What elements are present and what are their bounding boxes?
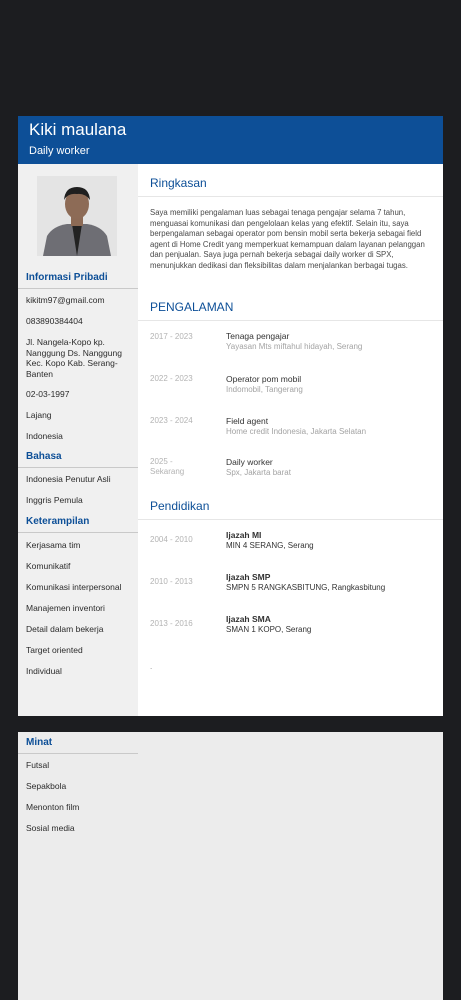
- experience-title-text: Field agent: [226, 416, 269, 426]
- experience-date: 2023 - 2024: [150, 416, 193, 425]
- education-title-text: Ijazah SMP: [226, 572, 271, 582]
- person-role: Daily worker: [29, 145, 90, 157]
- experience-title-text: Daily worker: [226, 457, 273, 467]
- education-title: Pendidikan: [150, 499, 210, 513]
- education-place: SMAN 1 KOPO, Serang: [226, 625, 312, 634]
- education-title-text: Ijazah SMA: [226, 614, 271, 624]
- interests-title: Minat: [26, 737, 53, 748]
- phone-text: 083890384404: [26, 316, 83, 326]
- skill-item: Target oriented: [26, 645, 83, 655]
- divider: [18, 288, 138, 289]
- resume-page-2: [18, 732, 443, 1000]
- education-place: SMPN 5 RANGKASBITUNG, Rangkasbitung: [226, 583, 386, 592]
- skill-item: Detail dalam bekerja: [26, 624, 104, 634]
- resume-header: [18, 116, 443, 164]
- education-date: 2010 - 2013: [150, 577, 193, 586]
- experience-date: 2017 - 2023: [150, 332, 193, 341]
- divider: [18, 532, 138, 533]
- language-item: Indonesia Penutur Asli: [26, 474, 111, 484]
- summary-text: Saya memiliki pengalaman luas sebagai tenaga pengajar selama 7 tahun, menguasai komunikasi dan pengelolaan kelas yang efektif. Selain itu, saya berpengalaman sebagai operator pom bensin mobil serta bekerja sebagai field agent di Home Credit yang memperkuat kemampuan dalam layanan pelanggan dan penjualan. Saya juga pernah bekerja sebagai daily worker di SPX, menunjukkan dedikasi dan fleksibilitas dalam menjalankan berbagai tugas.: [150, 208, 425, 270]
- person-name: Kiki maulana: [29, 120, 127, 139]
- sidebar: [18, 164, 138, 716]
- main-content: [138, 164, 443, 716]
- nationality-text: Indonesia: [26, 431, 63, 441]
- email-text: kikitm97@gmail.com: [26, 295, 105, 305]
- education-date: 2013 - 2016: [150, 619, 193, 628]
- interest-item: Futsal: [26, 760, 50, 770]
- skill-item: Kerjasama tim: [26, 540, 81, 550]
- experience-place: Spx, Jakarta barat: [226, 468, 291, 477]
- divider: [138, 320, 443, 321]
- experience-date: 2025 - Sekarang: [150, 457, 185, 476]
- education-place: MIN 4 SERANG, Serang: [226, 541, 314, 550]
- experience-place: Yayasan Mts miftahul hidayah, Serang: [226, 342, 363, 351]
- interest-item: Sosial media: [26, 823, 75, 833]
- interest-item: Menonton film: [26, 802, 80, 812]
- experience-title-text: Operator pom mobil: [226, 374, 302, 384]
- experience-place: Indomobil, Tangerang: [226, 385, 303, 394]
- end-mark: .: [150, 662, 153, 671]
- interest-item: Sepakbola: [26, 781, 67, 791]
- skill-item: Manajemen inventori: [26, 603, 105, 613]
- skills-title: Keterampilan: [26, 516, 90, 527]
- resume-page-1: [18, 116, 443, 716]
- divider: [138, 519, 443, 520]
- divider: [18, 753, 138, 754]
- divider: [18, 467, 138, 468]
- language-item: Inggris Pemula: [26, 495, 83, 505]
- address-text: Jl. Nangela-Kopo kp. Nanggung Ds. Nanggung Kec. Kopo Kab. Serang-Banten: [26, 337, 122, 379]
- skill-item: Komunikasi interpersonal: [26, 582, 122, 592]
- marital-status-text: Lajang: [26, 410, 52, 420]
- skill-item: Individual: [26, 666, 62, 676]
- personal-info-title: Informasi Pribadi: [26, 272, 108, 283]
- profile-photo: [37, 176, 117, 256]
- experience-title-text: Tenaga pengajar: [226, 331, 290, 341]
- birthdate-text: 02-03-1997: [26, 389, 70, 399]
- experience-date: 2022 - 2023: [150, 374, 193, 383]
- experience-title: PENGALAMAN: [150, 300, 234, 314]
- sidebar: [18, 732, 138, 1000]
- divider: [138, 196, 443, 197]
- education-title-text: Ijazah MI: [226, 530, 262, 540]
- summary-title: Ringkasan: [150, 176, 207, 190]
- experience-place: Home credit Indonesia, Jakarta Selatan: [226, 427, 367, 436]
- education-date: 2004 - 2010: [150, 535, 193, 544]
- language-title: Bahasa: [26, 451, 62, 462]
- skill-item: Komunikatif: [26, 561, 71, 571]
